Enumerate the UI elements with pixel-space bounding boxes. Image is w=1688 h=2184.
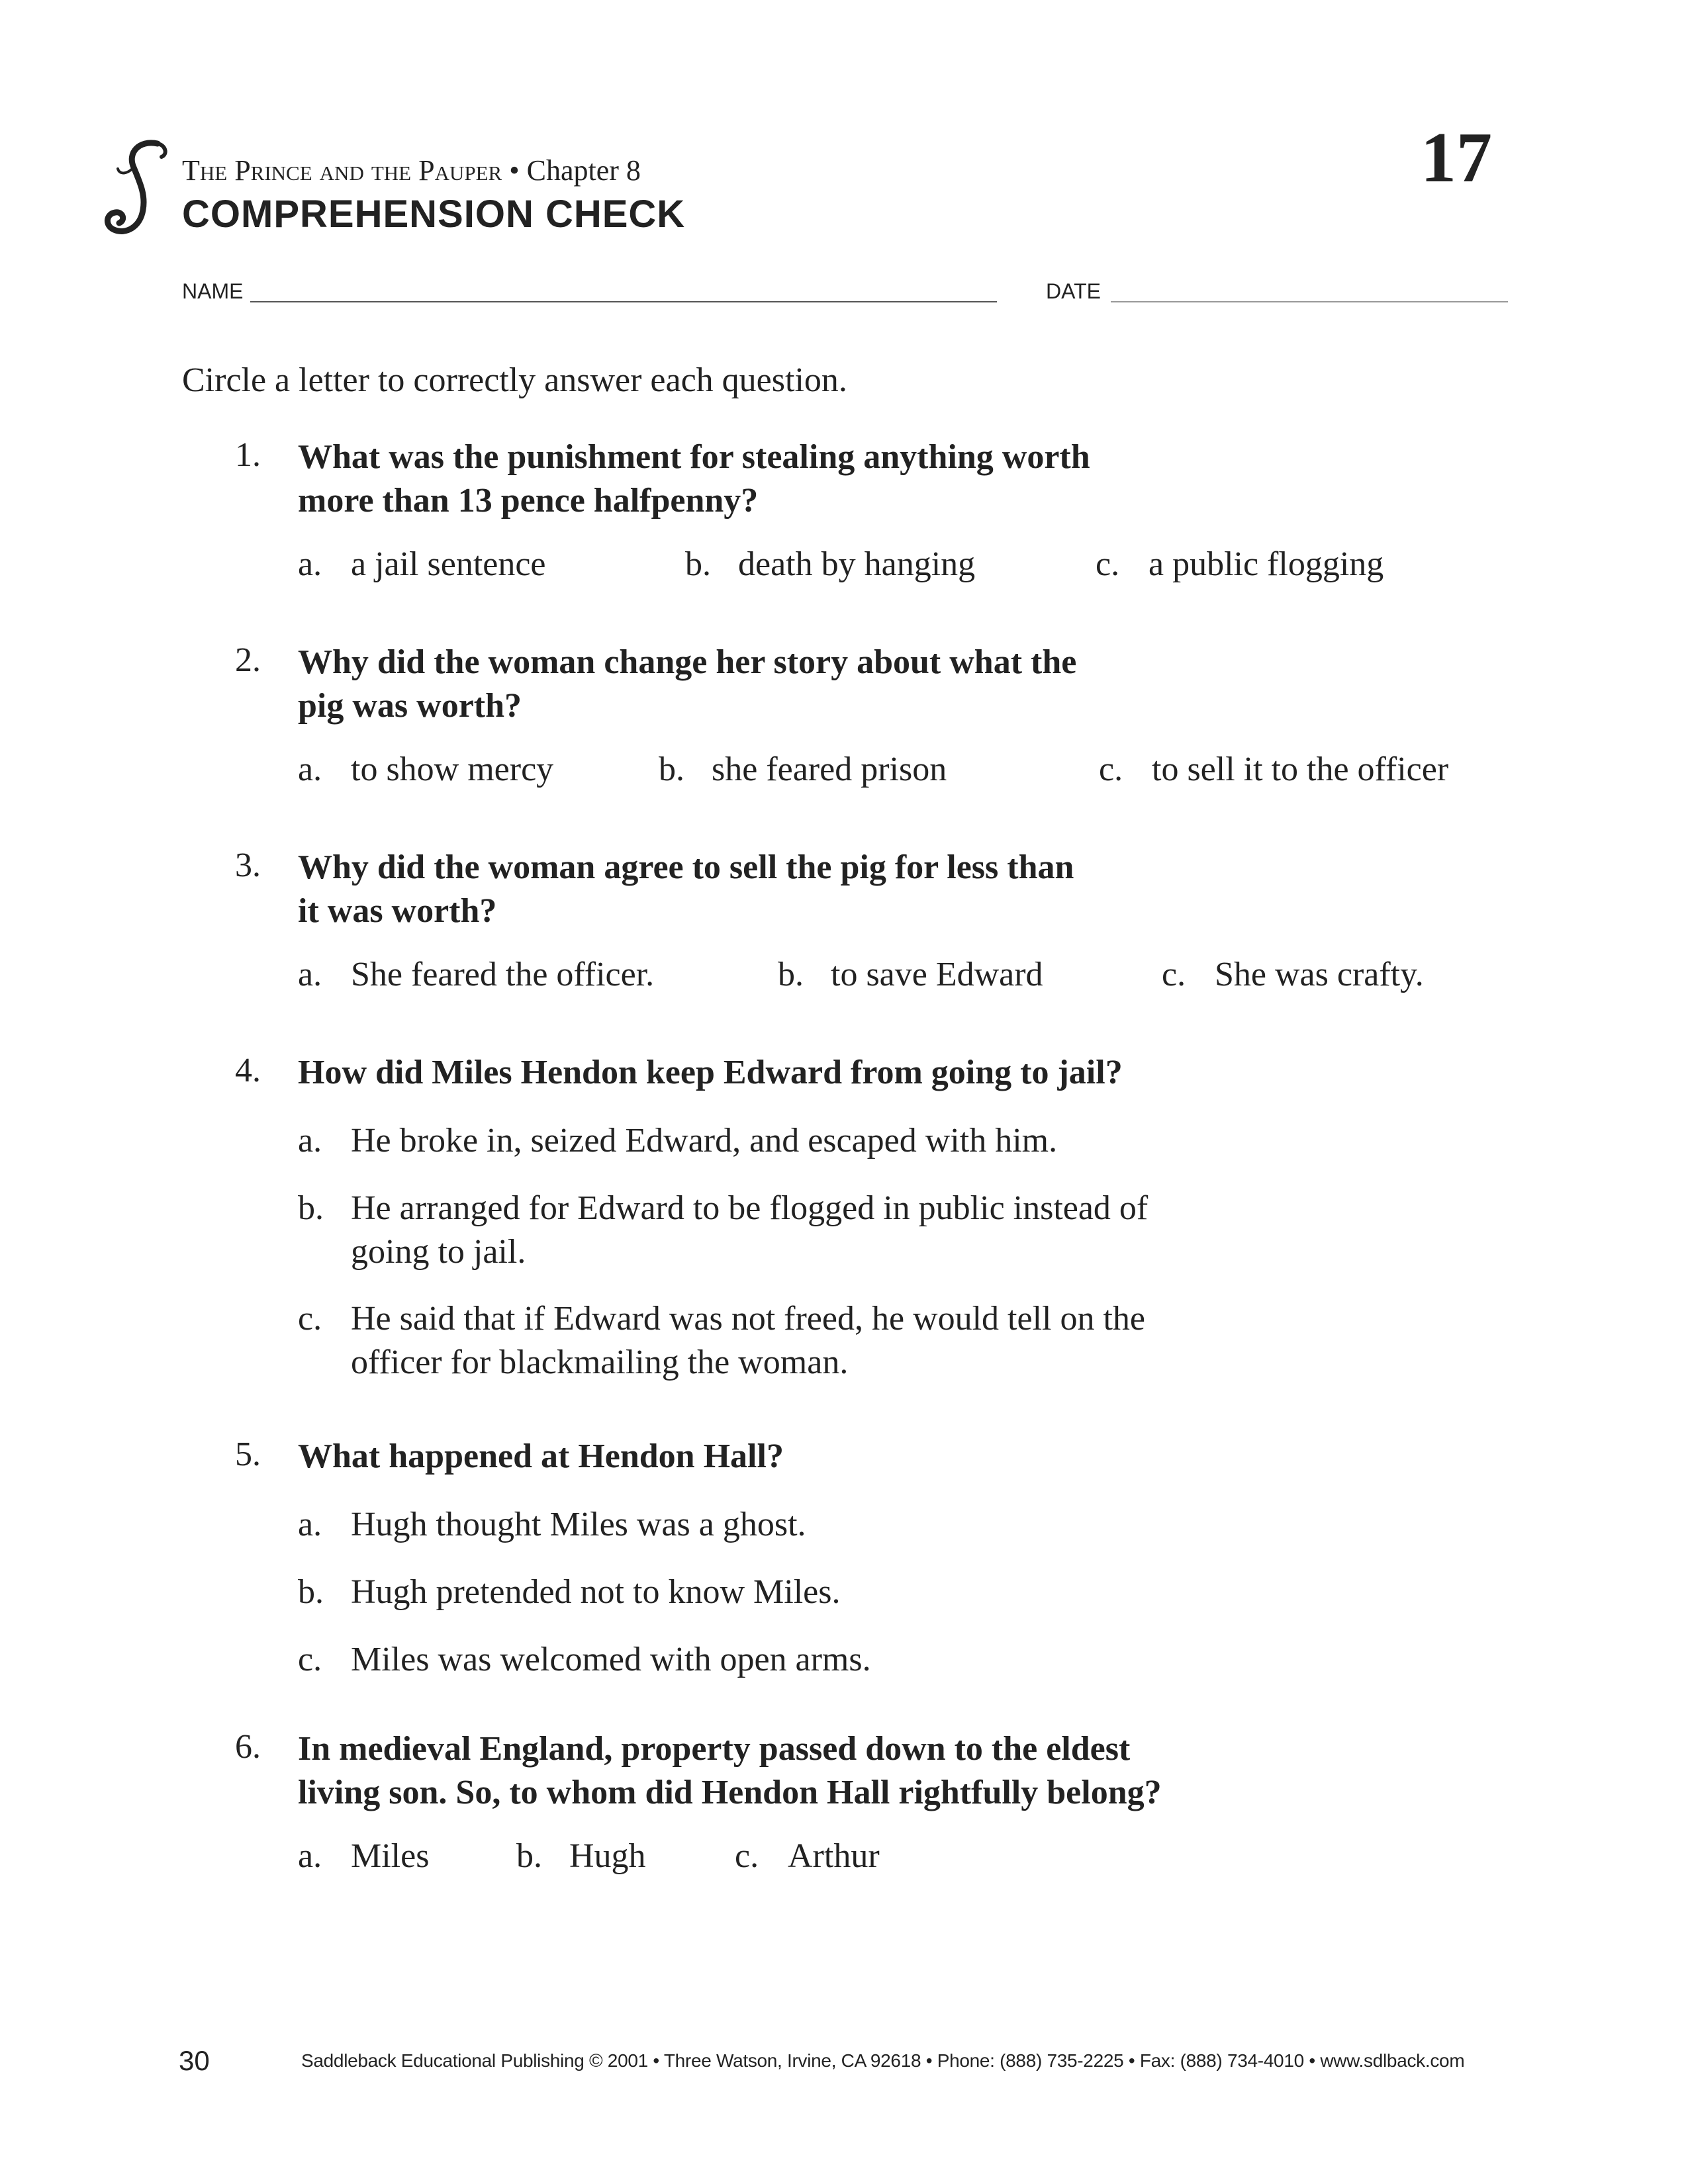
- answer-option-a[interactable]: [298, 750, 553, 789]
- question-line: What was the punishment for stealing anything worth: [298, 438, 1090, 476]
- option-line: He said that if Edward was not freed, he would tell on the: [351, 1300, 1145, 1338]
- option-letter: b.: [298, 1573, 324, 1611]
- option-line: Hugh thought Miles was a ghost.: [351, 1506, 806, 1543]
- option-letter: c.: [735, 1837, 759, 1875]
- chapter-label: • Chapter 8: [502, 154, 641, 187]
- option-text: death by hanging: [738, 545, 976, 583]
- option-letter: c.: [298, 1641, 322, 1678]
- publisher-logo-icon: [99, 136, 179, 248]
- question-line: What happened at Hendon Hall?: [298, 1437, 784, 1475]
- option-letter: b.: [778, 956, 804, 993]
- option-letter: a.: [298, 545, 322, 583]
- sheet-title: COMPREHENSION CHECK: [182, 193, 686, 236]
- answer-option-a[interactable]: [298, 1837, 429, 1876]
- question-line: more than 13 pence halfpenny?: [298, 482, 759, 520]
- name-field[interactable]: [250, 301, 997, 302]
- question-number: 5.: [235, 1435, 261, 1473]
- option-text: [351, 1297, 1145, 1385]
- question-line: How did Miles Hendon keep Edward from going to jail?: [298, 1054, 1123, 1091]
- option-letter: c.: [1096, 545, 1120, 583]
- option-text: [351, 1119, 1057, 1163]
- option-text: [351, 1570, 840, 1614]
- option-letter: a.: [298, 1506, 322, 1543]
- option-text: She feared the officer.: [351, 956, 655, 993]
- option-text: Miles: [351, 1837, 430, 1875]
- option-letter: a.: [298, 956, 322, 993]
- option-letter: c.: [298, 1300, 322, 1338]
- question-number: 2.: [235, 641, 261, 679]
- option-letter: a.: [298, 751, 322, 788]
- answer-option-b[interactable]: [685, 545, 975, 584]
- option-text: to sell it to the officer: [1152, 751, 1449, 788]
- answer-option-b[interactable]: [516, 1837, 646, 1876]
- question-text: [298, 1435, 784, 1479]
- option-letter: c.: [1162, 956, 1186, 993]
- option-text: to show mercy: [351, 751, 554, 788]
- answer-option-a[interactable]: [298, 955, 654, 994]
- option-letter: b.: [685, 545, 711, 583]
- option-text: [351, 1187, 1148, 1274]
- answer-option-b[interactable]: [778, 955, 1043, 994]
- question-text: [298, 435, 1090, 523]
- option-text: a public flogging: [1149, 545, 1384, 583]
- answer-option-c[interactable]: [1096, 545, 1383, 584]
- option-line: officer for blackmailing the woman.: [351, 1343, 849, 1381]
- option-text: Hugh: [569, 1837, 646, 1875]
- question-line: living son. So, to whom did Hendon Hall rightfully belong?: [298, 1774, 1162, 1811]
- question-line: pig was worth?: [298, 687, 522, 725]
- option-letter: a.: [298, 1122, 322, 1160]
- option-text: Arthur: [788, 1837, 880, 1875]
- question-text: [298, 846, 1074, 933]
- answer-option-c[interactable]: [1099, 750, 1448, 789]
- question-line: In medieval England, property passed down to the eldest: [298, 1730, 1131, 1768]
- option-line: Hugh pretended not to know Miles.: [351, 1573, 841, 1611]
- option-letter: c.: [1099, 751, 1123, 788]
- instructions: Circle a letter to correctly answer each question.: [182, 361, 847, 399]
- option-text: [351, 1638, 871, 1682]
- question-line: Why did the woman change her story about what the: [298, 643, 1077, 681]
- publisher-footer: Saddleback Educational Publishing © 2001 • Three Watson, Irvine, CA 92618 • Phone: (888) 735-2225 • Fax: (888) 734-4010 • www.sdlback.com: [301, 2050, 1465, 2071]
- question-number: 4.: [235, 1052, 261, 1089]
- option-letter: b.: [659, 751, 684, 788]
- option-letter: a.: [298, 1837, 322, 1875]
- option-line: Miles was welcomed with open arms.: [351, 1641, 871, 1678]
- question-line: it was worth?: [298, 892, 497, 930]
- answer-option-b[interactable]: [659, 750, 947, 789]
- option-text: She was crafty.: [1215, 956, 1424, 993]
- option-text: to save Edward: [831, 956, 1043, 993]
- question-number: 6.: [235, 1728, 261, 1766]
- option-text: a jail sentence: [351, 545, 546, 583]
- question-text: [298, 1727, 1162, 1815]
- date-field[interactable]: [1111, 301, 1508, 302]
- answer-option-c[interactable]: [735, 1837, 880, 1876]
- option-text: she feared prison: [712, 751, 947, 788]
- question-text: [298, 1051, 1123, 1095]
- question-text: [298, 641, 1076, 728]
- option-line: going to jail.: [351, 1233, 526, 1271]
- answer-option-c[interactable]: [1162, 955, 1424, 994]
- sheet-number: 17: [1421, 118, 1492, 197]
- question-number: 1.: [235, 436, 261, 474]
- date-label: DATE: [1046, 279, 1101, 303]
- page-number: 30: [179, 2045, 210, 2076]
- option-text: [351, 1503, 806, 1547]
- question-line: Why did the woman agree to sell the pig for less than: [298, 848, 1074, 886]
- option-letter: b.: [516, 1837, 542, 1875]
- series-title: [182, 154, 641, 187]
- question-number: 3.: [235, 846, 261, 884]
- answer-option-a[interactable]: [298, 545, 546, 584]
- book-title: The Prince and the Pauper: [182, 154, 502, 187]
- name-label: NAME: [182, 279, 244, 303]
- option-line: He broke in, seized Edward, and escaped with him.: [351, 1122, 1058, 1160]
- option-line: He arranged for Edward to be flogged in public instead of: [351, 1189, 1149, 1227]
- option-letter: b.: [298, 1189, 324, 1227]
